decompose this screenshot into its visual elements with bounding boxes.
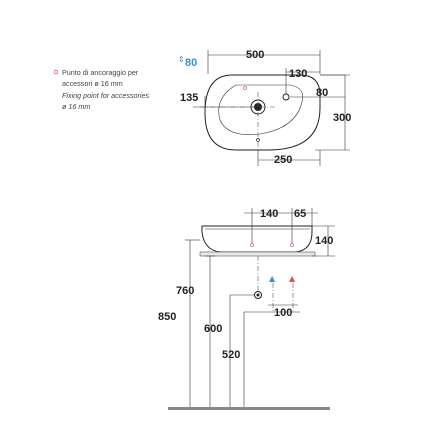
arrow-updown-icon: ⇕ [178,55,185,64]
basin-outline-side [202,226,312,252]
dim-fixing-spacing: 140 [260,208,279,220]
fixing-point-icon [291,244,294,247]
legend-line-3: Fixing point for accessories [62,91,150,100]
dim-tap-depth: 80 [316,87,329,99]
top-view [178,49,351,166]
legend-line-4: ø 16 mm [62,102,91,111]
dim-overall-width: 500 [246,49,265,61]
legend-line-2: accessori ø 16 mm [62,79,123,88]
cold-water-icon: ▲ [269,274,276,283]
dim-trap-height: 600 [204,323,223,335]
dim-drain-left: 135 [180,92,199,104]
dim-depth: 300 [333,112,352,124]
fixing-point-icon [251,244,254,247]
tap-hole [283,94,289,100]
legend-line-1: Punto di ancoraggio per [62,68,139,77]
legend [54,68,149,111]
dim-supply-spacing: 100 [274,307,293,319]
floor [168,407,330,410]
dim-basin-height: 140 [315,235,334,247]
fixing-point-symbol [54,70,58,74]
fixing-point-icon [244,87,247,90]
dim-drain-right: 250 [274,154,293,166]
dim-tap-offset: 130 [289,68,308,80]
side-view [158,208,335,410]
dim-tap-diameter: 80 [185,57,198,69]
dim-fixing-edge: 65 [294,208,307,220]
dim-supply-height: 520 [222,349,241,361]
countertop [200,252,315,256]
dim-rim-height: 850 [158,311,177,323]
hot-water-icon: ▲ [289,274,296,283]
dim-counter-height: 760 [176,285,195,297]
